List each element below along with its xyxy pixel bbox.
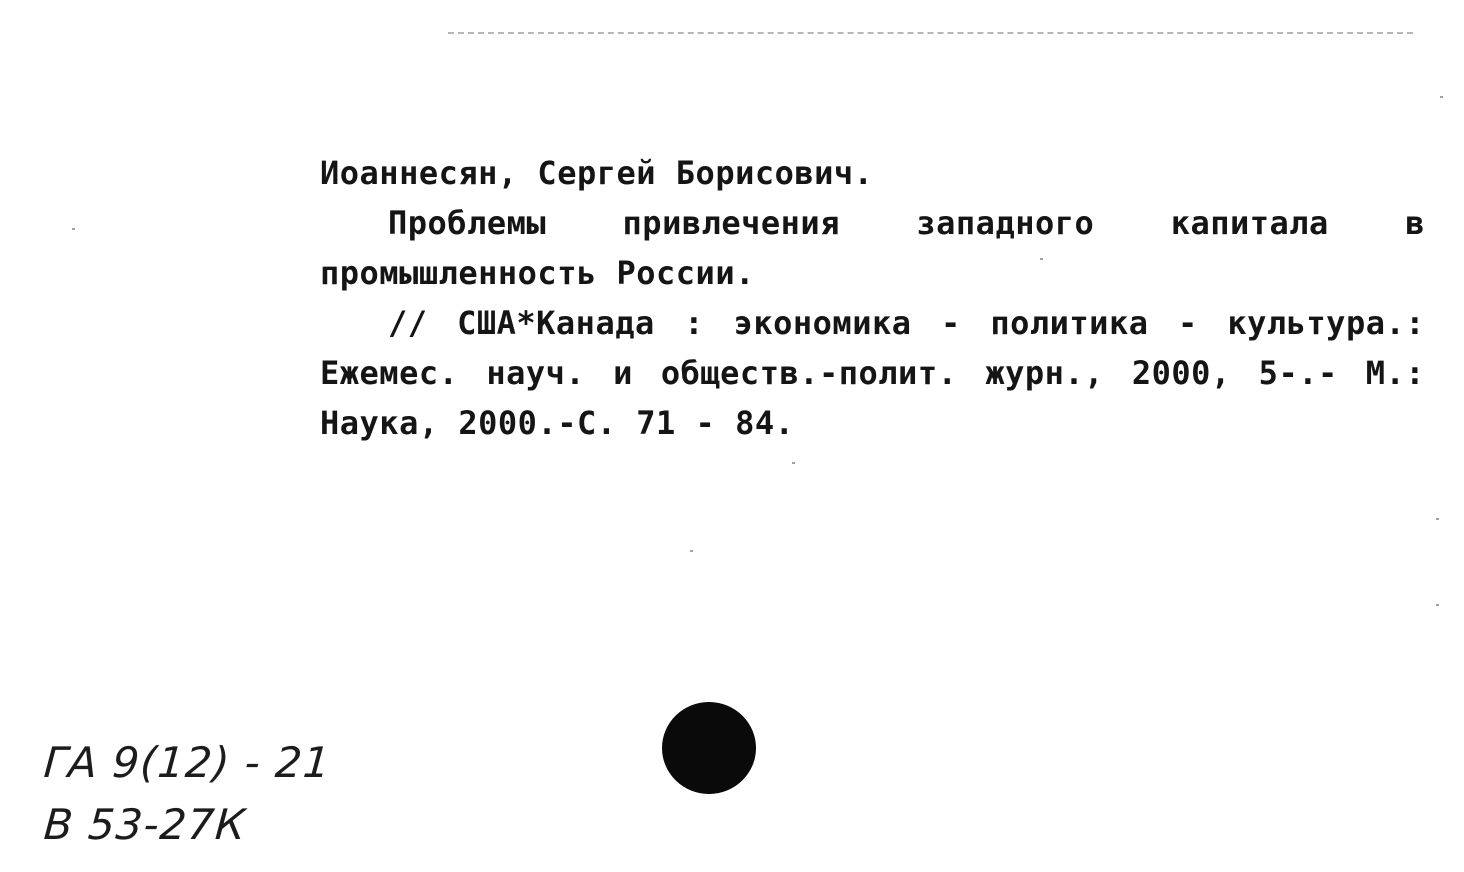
handwritten-shelfmark-line-1: ГА 9(12) - 21 (42, 738, 333, 787)
punch-hole (662, 702, 756, 794)
source-statement: // США*Канада : экономика - политика - культура.: Ежемес. науч. и обществ.-полит. журн., 2000, 5-.- М.: Наука, 2000.-С. 71 - 84. (320, 304, 1425, 442)
bibliographic-entry (320, 148, 1425, 448)
scan-speck (72, 228, 75, 230)
card-top-rule (448, 32, 1413, 34)
scan-speck (1436, 518, 1439, 520)
author-heading: Иоаннесян, Сергей Борисович. (320, 154, 874, 192)
scan-speck (1040, 258, 1043, 260)
handwritten-shelfmark-line-2: В 53-27К (42, 800, 248, 849)
scan-speck (1436, 604, 1439, 606)
title-statement: Проблемы привлечения западного капитала в промышленность России. (320, 204, 1425, 292)
scan-speck (1440, 96, 1443, 98)
scan-speck (690, 550, 693, 552)
scan-speck (792, 462, 795, 464)
